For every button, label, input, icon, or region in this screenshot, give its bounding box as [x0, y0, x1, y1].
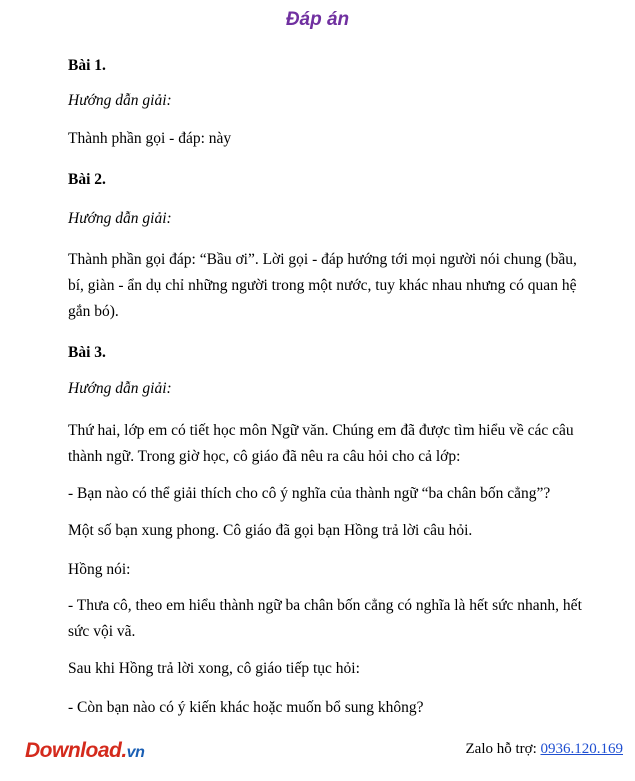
section-1-guide: Hướng dẫn giải:	[68, 92, 172, 109]
zalo-phone-link[interactable]: 0936.120.169	[540, 741, 623, 757]
section-3-paragraph-3: Một số bạn xung phong. Cô giáo đã gọi bạn Hồng trả lời câu hỏi.	[68, 522, 473, 539]
download-logo[interactable]	[25, 739, 144, 763]
section-2-heading: Bài 2.	[68, 171, 106, 188]
zalo-label: Zalo hỗ trợ:	[465, 741, 541, 757]
section-1-paragraph: Thành phần gọi - đáp: này	[68, 130, 232, 147]
logo-tld: vn	[126, 744, 145, 761]
section-2-guide: Hướng dẫn giải:	[68, 210, 172, 227]
section-3-paragraph-7: - Còn bạn nào có ý kiến khác hoặc muốn bổ sung không?	[68, 699, 424, 716]
logo-dot: .	[121, 739, 127, 762]
section-2-paragraph: Thành phần gọi đáp: “Bầu ơi”. Lời gọi - đáp hướng tới mọi người nói chung (bầu, bí, giàn - ẩn dụ chỉ những người trong một nước, tuy khác nhau nhưng có quan hệ gắn bó).	[68, 251, 577, 320]
section-3-paragraph-1: Thứ hai, lớp em có tiết học môn Ngữ văn. Chúng em đã được tìm hiểu về các câu thành ngữ. Trong giờ học, cô giáo đã nêu ra câu hỏi cho cả lớp:	[68, 422, 574, 465]
zalo-support	[466, 741, 624, 758]
page-title: Đáp án	[285, 9, 350, 30]
section-3-paragraph-2: - Bạn nào có thể giải thích cho cô ý nghĩa của thành ngữ “ba chân bốn cẳng”?	[68, 485, 551, 502]
section-3-paragraph-4: Hồng nói:	[68, 561, 131, 578]
section-3-heading: Bài 3.	[68, 344, 106, 361]
section-3-paragraph-6: Sau khi Hồng trả lời xong, cô giáo tiếp tục hỏi:	[68, 660, 360, 677]
section-3-guide: Hướng dẫn giải:	[68, 380, 172, 397]
logo-main-text: Download	[25, 739, 122, 762]
section-3-paragraph-5: - Thưa cô, theo em hiểu thành ngữ ba chân bốn cẳng có nghĩa là hết sức nhanh, hết sức vội vã.	[68, 597, 582, 640]
section-1-heading: Bài 1.	[68, 57, 106, 74]
